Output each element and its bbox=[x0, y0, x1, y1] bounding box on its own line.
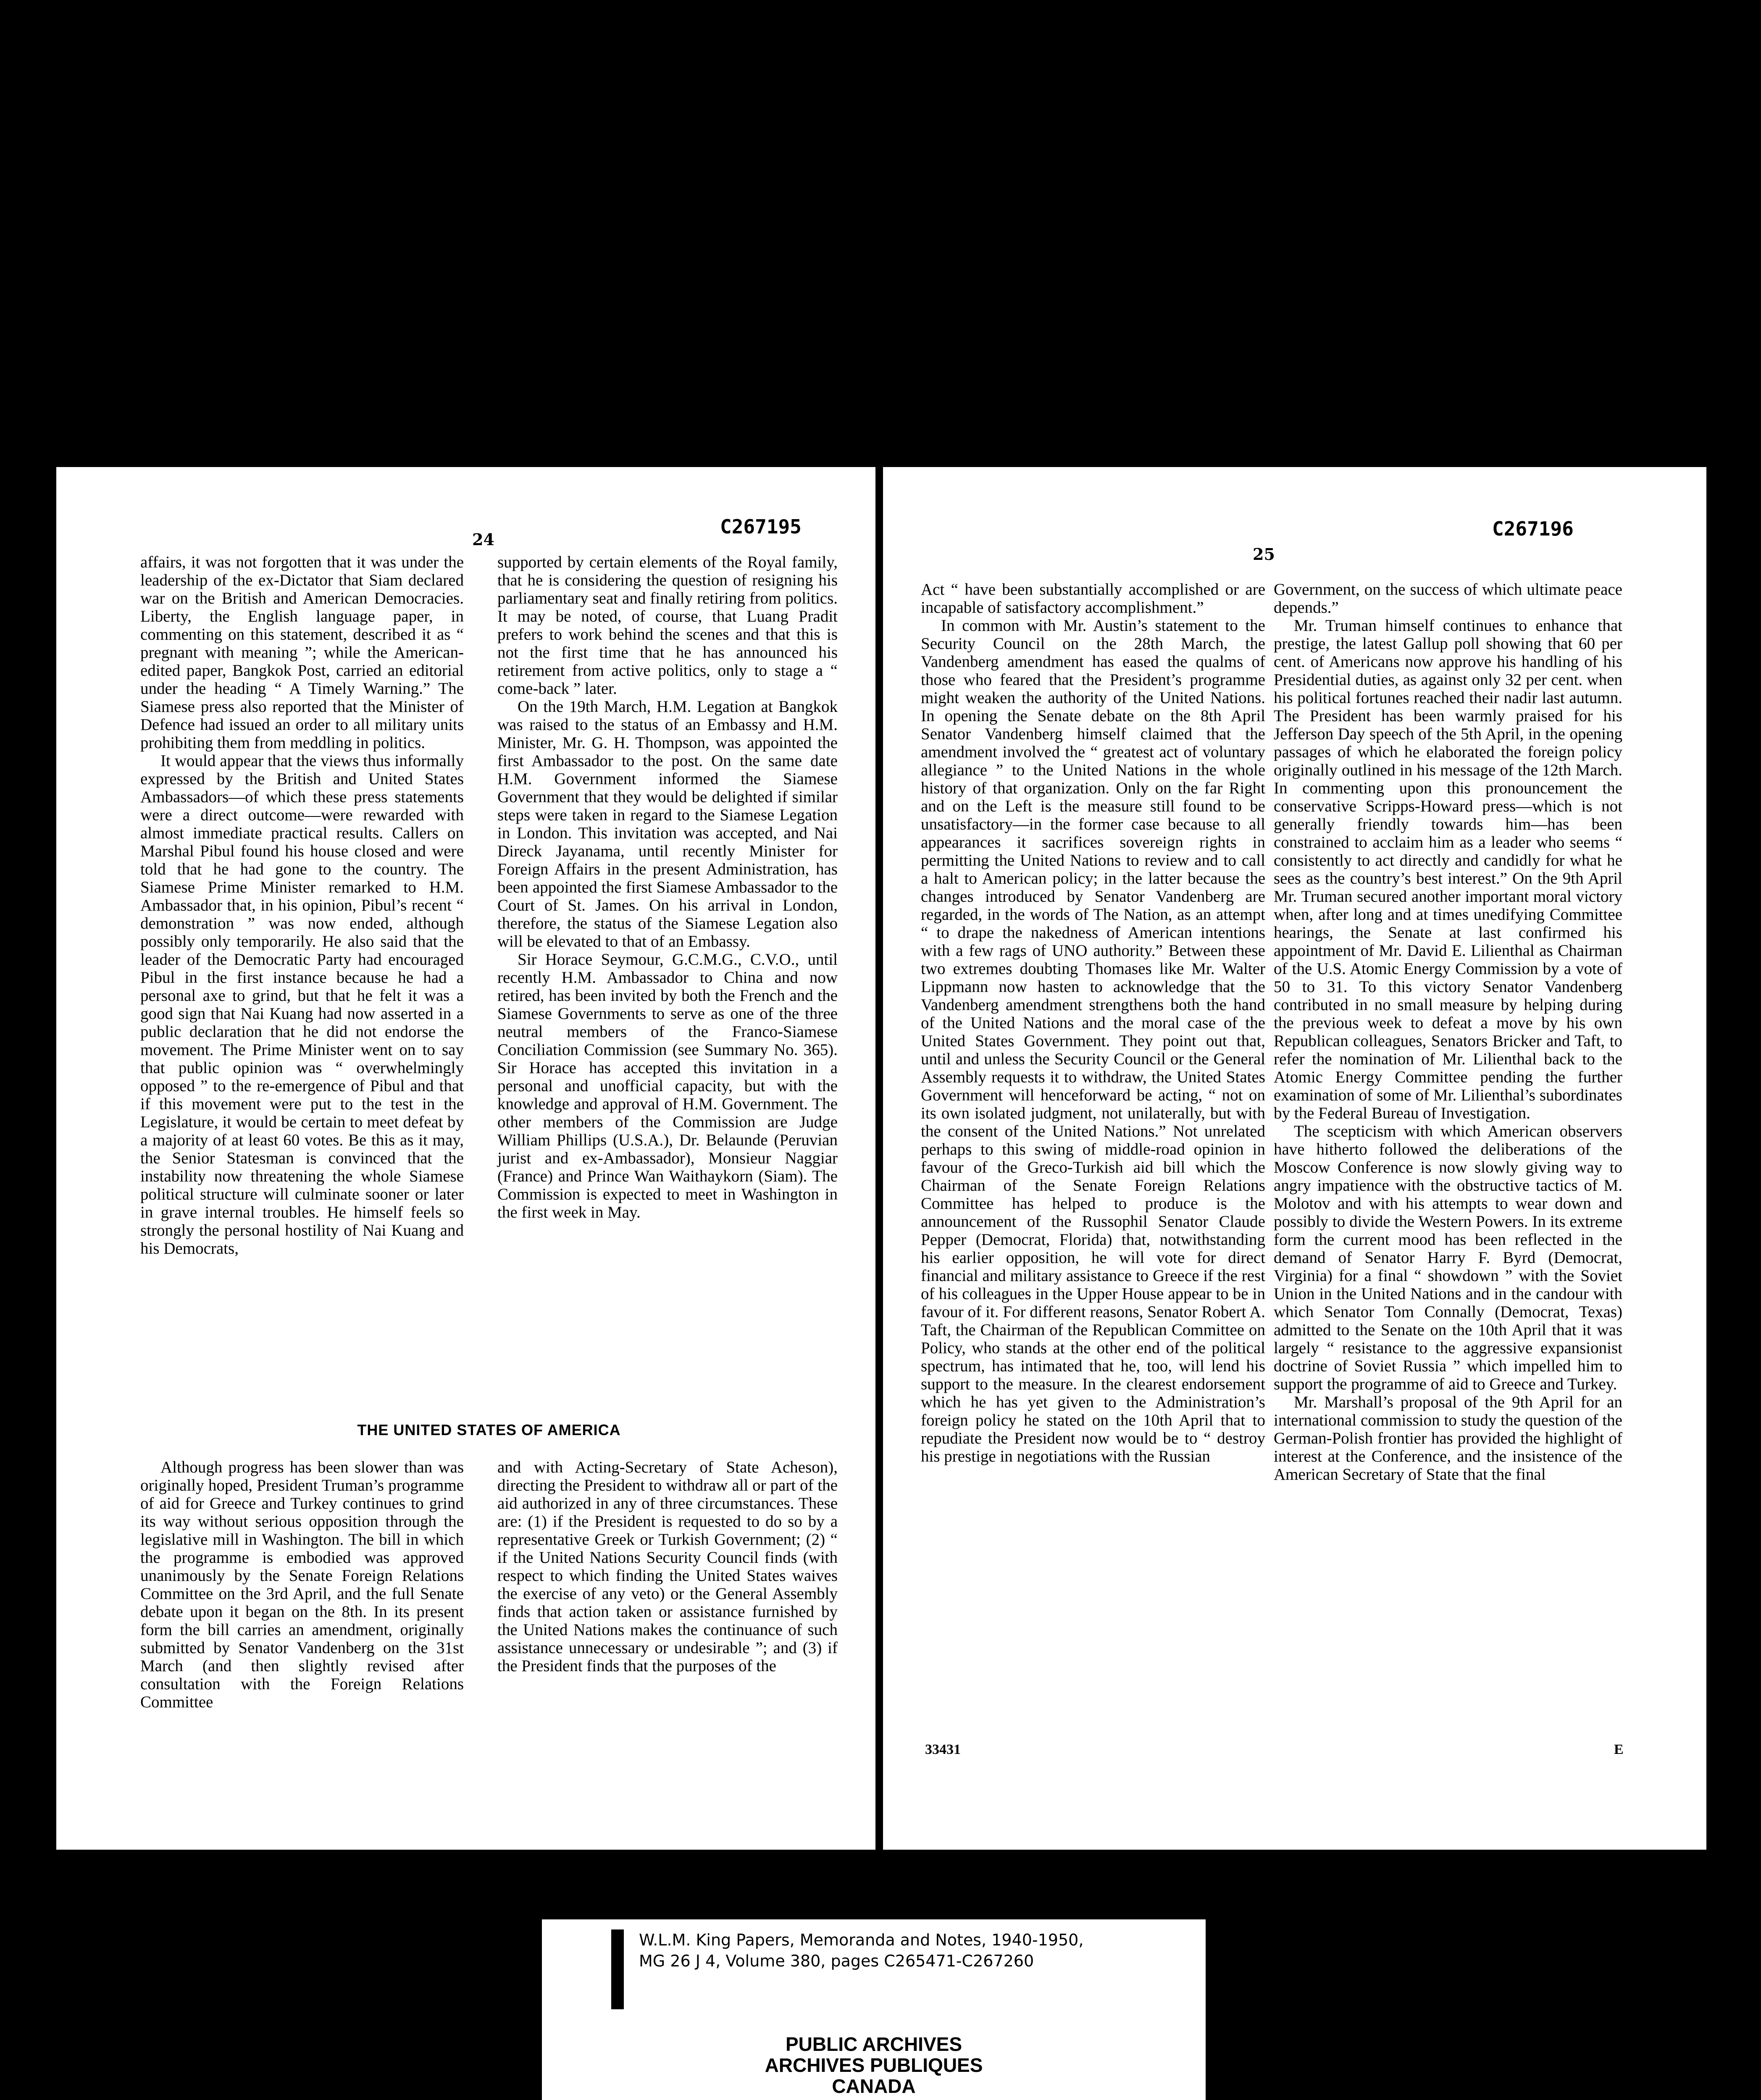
paragraph: Although progress has been slower than was originally hoped, President Truman’s programme of aid for Greece and Turkey continues to grind its way without serious opposition through the legislative mill in Washington. The bill in which the programme is embodied was approved unanimously by the Senate Foreign Relations Committee on the 3rd April, and the full Senate debate upon it began on the 8th. In its present form the bill carries an amendment, originally submitted by Senator Vandenberg on the 31st March (and then slightly revised after consultation with the Foreign Relations Committee bbox=[140, 1458, 464, 1711]
paragraph: Act “ have been substantially accomplished or are incapable of satisfactory accomplishment.” bbox=[921, 580, 1265, 617]
footer-signature: E bbox=[1614, 1742, 1624, 1757]
paragraph: In common with Mr. Austin’s statement to the Security Council on the 28th March, the Vandenberg amendment has eased the qualms of those who feared that the President’s programme might weaken the authority of the United Nations. In opening the Senate debate on the 8th April Senator Vandenberg himself claimed that the amendment involved the “ greatest act of voluntary allegiance ” to the United Nations in the whole history of that organization. Only on the far Right and on the Left is the measure still found to be unsatisfactory—in the former case because to all appearances it sacrifices sovereign rights in permitting the United Nations to review and to call a halt to American policy; in the latter because the changes introduced by Senator Vandenberg are regarded, in the words of The Nation, as an attempt “ to drape the nakedness of American intentions with a few rags of UNO authority.” Between these two extremes doubting Thomases like Mr. Walter Lippmann now hasten to acknowledge that the Vandenberg amendment strengthens both the hand of the United Nations and the moral case of the United States Government. They point out that, until and unless the Security Council or the General Assembly requests it to withdraw, the United States Government will henceforward be acting, “ not on its own isolated judgment, not unilaterally, but with the consent of the United Nations.” Not unrelated perhaps to this swing of middle-road opinion in favour of the Greco-Turkish aid bill which the Chairman of the Senate Foreign Relations Committee has helped to produce is the announcement of the Russophil Senator Claude Pepper (Democrat, Florida) that, notwithstanding his earlier opposition, he will vote for direct financial and military assistance to Greece if the rest of his colleagues in the Upper House appear to be in favour of it. For different reasons, Senator Robert A. Taft, the Chairman of the Republican Committee on Policy, who stands at the other end of the political spectrum, has intimated that he, too, will lend his support to the measure. In the clearest endorsement which he has yet given to the Administration’s foreign policy he stated on the 10th April that to repudiate the President now would be to “ destroy his prestige in negotiations with the Russian bbox=[921, 617, 1265, 1465]
binding-gutter bbox=[875, 462, 883, 1856]
footer-number: 33431 bbox=[925, 1742, 961, 1757]
paragraph: and with Acting-Secretary of State Acheson), directing the President to withdraw all or part of the aid authorized in any of three circumstances. These are: (1) if the President is requested to do so by a representative Greek or Turkish Government; (2) “ if the United Nations Security Council finds (with respect to which finding the United States waives the exercise of any veto) or the General Assembly finds that action taken or assistance furnished by the United Nations makes the continuance of such assistance unnecessary or undesirable ”; and (3) if the President finds that the purposes of the bbox=[497, 1458, 838, 1675]
document-code: C267195 bbox=[720, 515, 802, 538]
text-column-2 bbox=[1274, 580, 1622, 1483]
institution-french: ARCHIVES PUBLIQUES bbox=[765, 2054, 983, 2076]
institution-country: CANADA bbox=[832, 2075, 916, 2097]
right-document-page bbox=[883, 467, 1706, 1850]
left-document-page bbox=[56, 467, 875, 1850]
paragraph: Government, on the success of which ultimate peace depends.” bbox=[1274, 580, 1622, 617]
paragraph: The scepticism with which American observers have hitherto followed the deliberations of the Moscow Conference is now slowly giving way to angry impatience with the obstructive tactics of M. Molotov and with his attempts to wear down and possibly to divide the Western Powers. In its extreme form the current mood has been reflected in the demand of Senator Harry F. Byrd (Democrat, Virginia) for a final “ showdown ” with the Soviet Union in the United Nations and in the candour with which Senator Tom Connally (Democrat, Texas) admitted to the Senate on the 10th April that it was largely “ resistance to the aggressive expansionist doctrine of Soviet Russia ” which impelled him to support the programme of aid to Greece and Turkey. bbox=[1274, 1122, 1622, 1393]
paragraph: affairs, it was not forgotten that it was under the leadership of the ex-Dictator that Siam declared war on the British and American Democracies. Liberty, the English language paper, in commenting on this statement, described it as “ pregnant with meaning ”; while the American-edited paper, Bangkok Post, carried an editorial under the heading “ A Timely Warning.” The Siamese press also reported that the Minister of Defence had issued an order to all military units prohibiting them from meddling in politics. bbox=[140, 553, 464, 752]
paragraph: On the 19th March, H.M. Legation at Bangkok was raised to the status of an Embassy and H.M. Minister, Mr. G. H. Thompson, was appointed the first Ambassador to the post. On the same date H.M. Government informed the Siamese Government that they would be delighted if similar steps were taken in regard to the Siamese Legation in London. This invitation was accepted, and Nai Direck Jayanama, until recently Minister for Foreign Affairs in the present Administration, has been appointed the first Siamese Ambassador to the Court of St. James. On his arrival in London, therefore, the status of the Siamese Legation also will be elevated to that of an Embassy. bbox=[497, 698, 838, 950]
text-column-1 bbox=[921, 580, 1265, 1465]
text-column-1 bbox=[140, 553, 464, 1257]
page-number: 24 bbox=[472, 530, 494, 549]
archive-reference bbox=[611, 1929, 1178, 2009]
paragraph: supported by certain elements of the Royal family, that he is considering the question of resigning his parliamentary seat and finally retiring from politics. It may be noted, of course, that Luang Pradit prefers to work behind the scenes and that this is not the first time that he has announced his retirement from active politics, only to stage a “ come-back ” later. bbox=[497, 553, 838, 698]
reference-line: MG 26 J 4, Volume 380, pages C265471-C267260 bbox=[639, 1952, 1034, 1970]
text-column-3 bbox=[140, 1458, 464, 1711]
text-column-4 bbox=[497, 1458, 838, 1675]
paragraph: Mr. Truman himself continues to enhance that prestige, the latest Gallup poll showing that 60 per cent. of Americans now approve his handling of his Presidential duties, as against only 32 per cent. when his political fortunes reached their nadir last autumn. The President has been warmly praised for his Jefferson Day speech of the 5th April, in the opening passages of which he elaborated the foreign policy originally outlined in his message of the 12th March. In commenting upon this pronouncement the conservative Scripps-Howard press—which is not generally friendly towards him—has been constrained to acclaim him as a leader who seems “ consistently to act directly and candidly for what he sees as the country’s best interest.” On the 9th April Mr. Truman secured another important moral victory when, after long and at times unedifying Committee hearings, the Senate at last confirmed his appointment of Mr. David E. Lilienthal as Chairman of the U.S. Atomic Energy Commission by a vote of 50 to 31. To this victory Senator Vandenberg contributed in no small measure by helping during the previous week to defeat a move by his own Republican colleagues, Senators Bricker and Taft, to refer the nomination of Mr. Lilienthal back to the Atomic Energy Committee pending the further examination of some of Mr. Lilienthal’s subordinates by the Federal Bureau of Investigation. bbox=[1274, 617, 1622, 1122]
document-code: C267196 bbox=[1492, 517, 1574, 540]
reference-line: W.L.M. King Papers, Memoranda and Notes, 1940-1950, bbox=[639, 1931, 1084, 1949]
text-column-2 bbox=[497, 553, 838, 1221]
archive-institution bbox=[542, 2034, 1206, 2097]
page-number: 25 bbox=[1253, 545, 1275, 564]
institution-english: PUBLIC ARCHIVES bbox=[786, 2033, 962, 2055]
paragraph: Mr. Marshall’s proposal of the 9th April for an international commission to study the question of the German-Polish frontier has provided the highlight of interest at the Conference, and the insistence of the American Secretary of State that the final bbox=[1274, 1393, 1622, 1483]
archive-stamp bbox=[542, 1919, 1206, 2100]
section-heading: THE UNITED STATES OF AMERICA bbox=[357, 1421, 621, 1438]
paragraph: Sir Horace Seymour, G.C.M.G., C.V.O., until recently H.M. Ambassador to China and now retired, has been invited by both the French and the Siamese Governments to serve as one of the three neutral members of the Franco-Siamese Conciliation Commission (see Summary No. 365). Sir Horace has accepted this invitation in a personal and unofficial capacity, but with the knowledge and approval of H.M. Government. The other members of the Commission are Judge William Phillips (U.S.A.), Dr. Belaunde (Peruvian jurist and ex-Ambassador), Monsieur Naggiar (France) and Prince Wan Waithaykorn (Siam). The Commission is expected to meet in Washington in the first week in May. bbox=[497, 950, 838, 1221]
paragraph: It would appear that the views thus informally expressed by the British and United States Ambassadors—of which these press statements were a direct outcome—were rewarded with almost immediate practical results. Callers on Marshal Pibul found his house closed and were told that he had gone to the country. The Siamese Prime Minister remarked to H.M. Ambassador that, in his opinion, Pibul’s recent “ demonstration ” was now ended, although possibly only temporarily. He also said that the leader of the Democratic Party had encouraged Pibul in the first instance because he had a personal axe to grind, but that he felt it was a good sign that Nai Kuang had now asserted in a public declaration that he did not endorse the movement. The Prime Minister went on to say that public opinion was “ overwhelmingly opposed ” to the re-emergence of Pibul and that if this movement were put to the test in the Legislature, it would be certain to meet defeat by a majority of at least 60 votes. Be this as it may, the Senior Statesman is convinced that the instability now threatening the whole Siamese political structure will culminate sooner or later in grave internal troubles. He himself feels so strongly the personal hostility of Nai Kuang and his Democrats, bbox=[140, 752, 464, 1257]
